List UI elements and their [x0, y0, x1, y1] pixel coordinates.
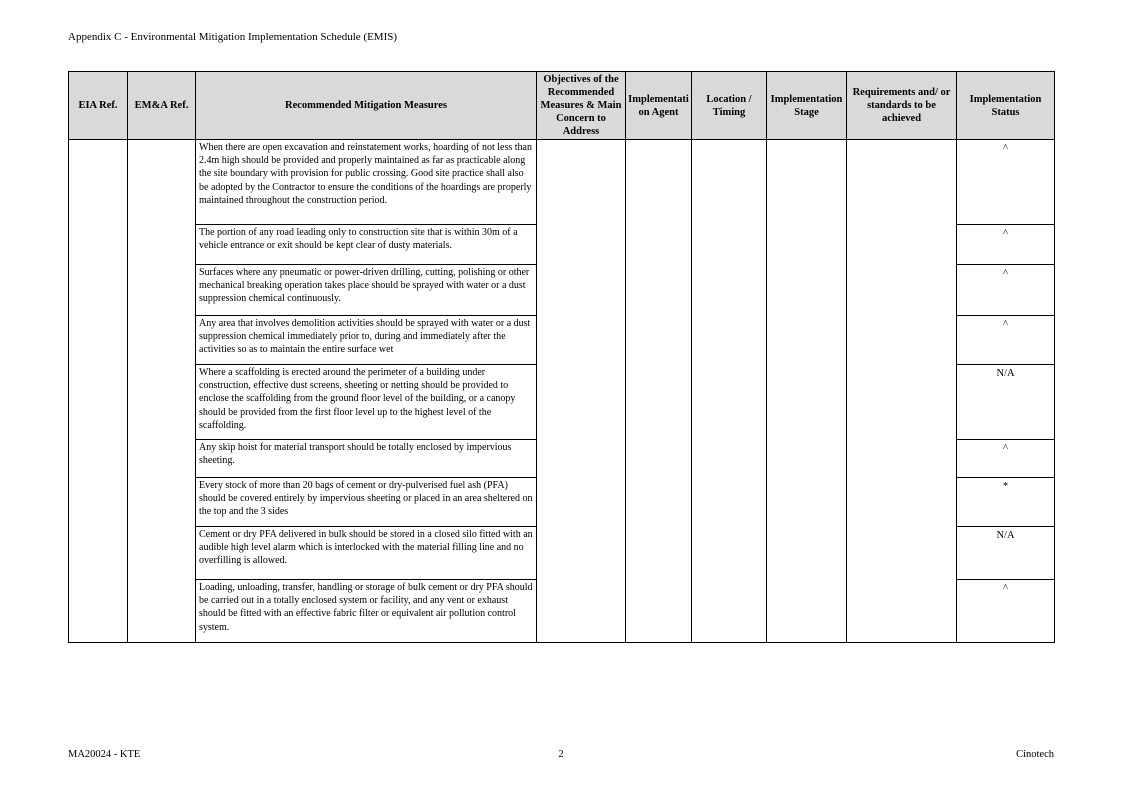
cell-status: N/A	[957, 365, 1055, 440]
footer-project-code: MA20024 - KTE	[68, 749, 141, 760]
col-header-recommended-mitigation-measures: Recommended Mitigation Measures	[196, 72, 537, 140]
cell-status: *	[957, 478, 1055, 527]
cell-ema-ref-column	[128, 140, 196, 643]
footer-company: Cinotech	[1016, 749, 1055, 760]
cell-implementation-stage-column	[767, 140, 847, 643]
cell-objectives-column	[537, 140, 626, 643]
cell-measure: When there are open excavation and reinstatement works, hoarding of not less than 2.4m high should be provided and properly maintained as far as practicable along the site boundary with provision for public crossing. Good site practice shall also be adopted by the Contractor to ensure the conditions of the hoardings are properly maintained throughout the construction period.	[196, 140, 537, 225]
cell-requirements-column	[847, 140, 957, 643]
footer-page-number: 2	[558, 749, 564, 760]
cell-status: ^	[957, 316, 1055, 365]
col-header-requirements-standards: Requirements and/ or standards to be achieved	[847, 72, 957, 140]
col-header-objectives: Objectives of the Recommended Measures & Main Concern to Address	[537, 72, 626, 140]
page-footer	[68, 749, 1054, 760]
cell-location-timing-column	[692, 140, 767, 643]
emis-table	[68, 71, 1055, 643]
col-header-ema-ref: EM&A Ref.	[128, 72, 196, 140]
cell-status: ^	[957, 580, 1055, 643]
document-title: Appendix C - Environmental Mitigation Implementation Schedule (EMIS)	[68, 31, 398, 43]
cell-measure: Any skip hoist for material transport should be totally enclosed by impervious sheeting.	[196, 440, 537, 478]
cell-status: ^	[957, 440, 1055, 478]
col-header-location-timing: Location / Timing	[692, 72, 767, 140]
cell-measure: Cement or dry PFA delivered in bulk should be stored in a closed silo fitted with an audible high level alarm which is interlocked with the material filling line and no overfilling is allowed.	[196, 527, 537, 580]
cell-implementation-agent-column	[626, 140, 692, 643]
col-header-implementation-stage: Implementation Stage	[767, 72, 847, 140]
cell-measure: The portion of any road leading only to construction site that is within 30m of a vehicle entrance or exit should be kept clear of dusty materials.	[196, 225, 537, 265]
cell-eia-ref-column	[69, 140, 128, 643]
col-header-implementation-status: Implementation Status	[957, 72, 1055, 140]
table-row	[69, 140, 1055, 225]
cell-status: ^	[957, 140, 1055, 225]
cell-status: ^	[957, 225, 1055, 265]
cell-measure: Where a scaffolding is erected around the perimeter of a building under construction, effective dust screens, sheeting or netting should be provided to enclose the scaffolding from the ground floor level of the building, or a canopy should be provided from the first floor level up to the highest level of the scaffolding.	[196, 365, 537, 440]
cell-status: ^	[957, 265, 1055, 316]
col-header-implementation-agent: Implementation Agent	[626, 72, 692, 140]
cell-measure: Any area that involves demolition activities should be sprayed with water or a dust suppression chemical immediately prior to, during and immediately after the activities so as to maintain the entire surface wet	[196, 316, 537, 365]
col-header-eia-ref: EIA Ref.	[69, 72, 128, 140]
cell-measure: Every stock of more than 20 bags of cement or dry-pulverised fuel ash (PFA) should be covered entirely by impervious sheeting or placed in an area sheltered on the top and the 3 sides	[196, 478, 537, 527]
cell-measure: Surfaces where any pneumatic or power-driven drilling, cutting, polishing or other mechanical breaking operation takes place should be sprayed with water or a dust suppression chemical continuously.	[196, 265, 537, 316]
table-header-row	[69, 72, 1055, 140]
cell-status: N/A	[957, 527, 1055, 580]
cell-measure: Loading, unloading, transfer, handling or storage of bulk cement or dry PFA should be carried out in a totally enclosed system or facility, and any vent or exhaust should be fitted with an effective fabric filter or equivalent air pollution control system.	[196, 580, 537, 643]
